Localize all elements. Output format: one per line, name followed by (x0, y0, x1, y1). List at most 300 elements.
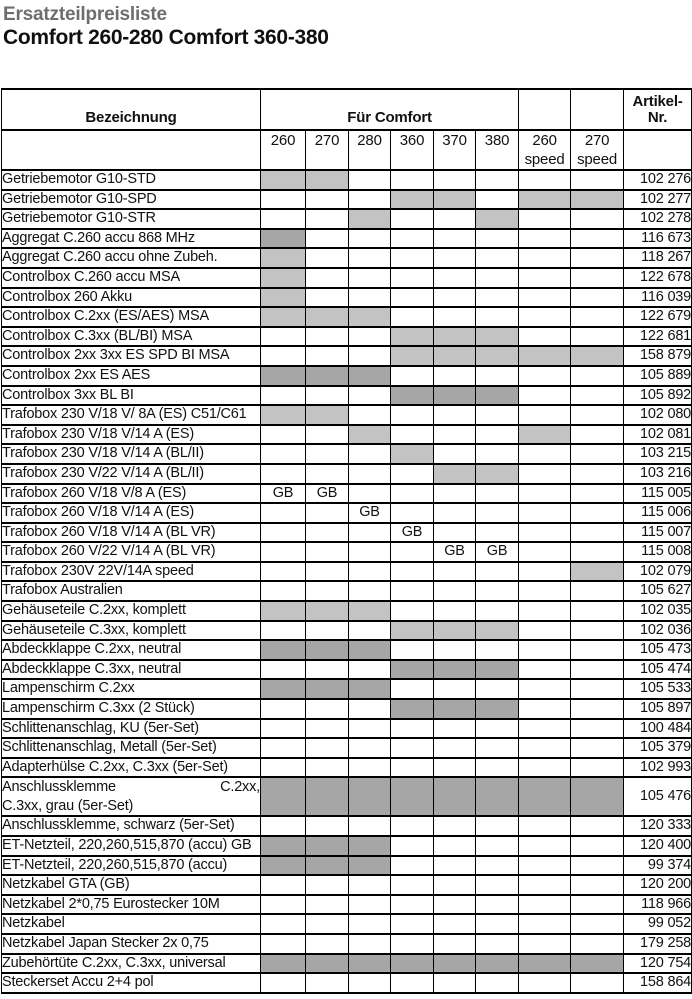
compat-cell (349, 856, 391, 876)
empty-cell (476, 366, 519, 386)
col-header-fuer-comfort: Für Comfort (261, 89, 519, 130)
part-name-cell: Controlbox C.2xx (ES/AES) MSA (2, 307, 261, 327)
table-row (2, 405, 692, 425)
table-row (2, 229, 692, 249)
empty-cell (349, 484, 391, 504)
compat-cell (519, 425, 571, 445)
empty-cell (434, 288, 476, 308)
article-number-cell: 105 897 (624, 699, 692, 719)
article-number-cell: 105 474 (624, 660, 692, 680)
empty-cell (434, 934, 476, 954)
article-number-cell: 122 678 (624, 268, 692, 288)
compat-cell (349, 209, 391, 229)
table-row (2, 484, 692, 504)
part-name-cell: Anschlussklemme, schwarz (5er-Set) (2, 816, 261, 836)
table-row (2, 758, 692, 778)
empty-cell (519, 856, 571, 876)
empty-cell (349, 444, 391, 464)
compat-cell (261, 405, 306, 425)
compat-cell (306, 366, 349, 386)
table-row (2, 660, 692, 680)
empty-cell (434, 307, 476, 327)
empty-cell (261, 209, 306, 229)
empty-cell (261, 875, 306, 895)
article-number-cell: 158 879 (624, 346, 692, 366)
article-number-cell: 179 258 (624, 934, 692, 954)
empty-cell (434, 444, 476, 464)
empty-cell (261, 621, 306, 641)
article-number-cell: 116 673 (624, 229, 692, 249)
empty-cell (476, 640, 519, 660)
empty-cell (571, 268, 624, 288)
compat-cell (391, 777, 434, 816)
col-header-model-370: 370 (434, 130, 476, 170)
empty-cell (519, 268, 571, 288)
empty-cell (306, 875, 349, 895)
empty-cell (306, 895, 349, 915)
empty-cell (476, 581, 519, 601)
empty-cell (261, 464, 306, 484)
table-row (2, 914, 692, 934)
article-number-cell: 105 473 (624, 640, 692, 660)
col-header-model-380: 380 (476, 130, 519, 170)
empty-cell (476, 503, 519, 523)
empty-cell (306, 914, 349, 934)
gb-cell: GB (261, 484, 306, 504)
empty-cell (391, 542, 434, 562)
compat-cell (306, 307, 349, 327)
empty-cell (476, 190, 519, 210)
compat-cell (306, 170, 349, 190)
compat-cell (434, 621, 476, 641)
empty-cell (349, 914, 391, 934)
empty-cell (261, 523, 306, 543)
table-row (2, 640, 692, 660)
empty-cell (519, 170, 571, 190)
empty-cell (391, 288, 434, 308)
article-number-cell: 120 400 (624, 836, 692, 856)
part-name-cell: Controlbox 3xx BL BI (2, 386, 261, 406)
empty-cell (434, 503, 476, 523)
empty-cell (261, 444, 306, 464)
empty-cell (571, 699, 624, 719)
compat-cell (434, 777, 476, 816)
empty-cell (571, 542, 624, 562)
compat-cell (261, 856, 306, 876)
empty-cell (434, 836, 476, 856)
empty-cell (476, 601, 519, 621)
empty-cell (434, 562, 476, 582)
empty-cell (476, 934, 519, 954)
empty-cell (571, 601, 624, 621)
compat-cell (261, 229, 306, 249)
empty-cell (434, 856, 476, 876)
empty-cell (571, 581, 624, 601)
article-number-cell: 100 484 (624, 719, 692, 739)
empty-cell (571, 307, 624, 327)
empty-cell (349, 346, 391, 366)
empty-cell (434, 875, 476, 895)
empty-cell (261, 914, 306, 934)
empty-cell (306, 464, 349, 484)
gb-cell: GB (349, 503, 391, 523)
article-number-cell: 115 007 (624, 523, 692, 543)
empty-cell (306, 562, 349, 582)
compat-cell (391, 190, 434, 210)
compat-cell (261, 288, 306, 308)
compat-cell (261, 640, 306, 660)
empty-cell (391, 601, 434, 621)
empty-cell (476, 229, 519, 249)
empty-cell (571, 934, 624, 954)
empty-cell (519, 640, 571, 660)
empty-cell (349, 738, 391, 758)
empty-cell (571, 523, 624, 543)
empty-cell (476, 973, 519, 993)
empty-cell (349, 719, 391, 739)
empty-cell (519, 562, 571, 582)
empty-cell (349, 190, 391, 210)
col-header-model-270: 270 (306, 130, 349, 170)
empty-cell (571, 914, 624, 934)
part-name-cell: Getriebemotor G10-STR (2, 209, 261, 229)
table-row (2, 523, 692, 543)
empty-cell (434, 895, 476, 915)
empty-cell (349, 973, 391, 993)
page-title: Ersatzteilpreisliste (3, 4, 167, 25)
compat-cell (476, 699, 519, 719)
empty-cell (391, 170, 434, 190)
article-number-cell: 105 892 (624, 386, 692, 406)
empty-cell (519, 503, 571, 523)
empty-cell (306, 719, 349, 739)
article-number-cell: 102 081 (624, 425, 692, 445)
empty-cell (349, 170, 391, 190)
table-row (2, 327, 692, 347)
part-name-cell: Controlbox C.260 accu MSA (2, 268, 261, 288)
empty-cell (519, 875, 571, 895)
table-row (2, 738, 692, 758)
compat-cell (476, 464, 519, 484)
empty-cell (476, 288, 519, 308)
empty-cell (571, 660, 624, 680)
part-name-cell: Schlittenanschlag, Metall (5er-Set) (2, 738, 261, 758)
article-number-cell: 120 200 (624, 875, 692, 895)
header-row-main (2, 89, 692, 130)
empty-cell (519, 288, 571, 308)
article-number-cell: 99 052 (624, 914, 692, 934)
compat-cell (391, 327, 434, 347)
compat-cell (476, 386, 519, 406)
empty-cell (306, 386, 349, 406)
empty-cell (349, 405, 391, 425)
empty-cell (519, 758, 571, 778)
compat-cell (261, 679, 306, 699)
empty-cell (349, 895, 391, 915)
part-name-cell: Netzkabel Japan Stecker 2x 0,75 (2, 934, 261, 954)
gb-cell: GB (434, 542, 476, 562)
compat-cell (391, 954, 434, 974)
article-number-cell: 102 079 (624, 562, 692, 582)
empty-cell (571, 758, 624, 778)
part-name-cell: Netzkabel GTA (GB) (2, 875, 261, 895)
col-header-260speed-spacer (519, 89, 571, 130)
compat-cell (519, 954, 571, 974)
compat-cell (306, 836, 349, 856)
empty-cell (349, 327, 391, 347)
part-name-cell: Netzkabel (2, 914, 261, 934)
empty-cell (519, 679, 571, 699)
table-row (2, 425, 692, 445)
article-number-cell: 102 276 (624, 170, 692, 190)
empty-cell (349, 934, 391, 954)
compat-cell (391, 346, 434, 366)
table-row (2, 307, 692, 327)
empty-cell (261, 895, 306, 915)
compat-cell (434, 346, 476, 366)
empty-cell (306, 190, 349, 210)
empty-cell (261, 934, 306, 954)
empty-cell (571, 856, 624, 876)
article-number-cell: 115 006 (624, 503, 692, 523)
article-number-cell: 122 679 (624, 307, 692, 327)
article-number-cell: 115 008 (624, 542, 692, 562)
gb-cell: GB (306, 484, 349, 504)
empty-cell (476, 816, 519, 836)
empty-cell (306, 699, 349, 719)
empty-cell (519, 934, 571, 954)
article-number-cell: 118 267 (624, 248, 692, 268)
empty-cell (434, 738, 476, 758)
empty-cell (391, 895, 434, 915)
empty-cell (571, 640, 624, 660)
part-name-cell: Trafobox 260 V/22 V/14 A (BL VR) (2, 542, 261, 562)
part-name-cell: Anschlussklemme C.2xx, C.3xx, grau (5er-Set) (2, 777, 261, 816)
table-row (2, 836, 692, 856)
empty-cell (571, 229, 624, 249)
empty-cell (519, 464, 571, 484)
artikel-header-line2: Nr. (647, 108, 668, 126)
compat-cell (476, 954, 519, 974)
empty-cell (571, 719, 624, 739)
article-number-cell: 102 278 (624, 209, 692, 229)
empty-cell (519, 444, 571, 464)
empty-cell (306, 758, 349, 778)
empty-cell (261, 346, 306, 366)
compat-cell (261, 307, 306, 327)
empty-cell (349, 875, 391, 895)
price-table (1, 88, 692, 994)
empty-cell (571, 327, 624, 347)
table-row (2, 542, 692, 562)
compat-cell (349, 640, 391, 660)
empty-cell (391, 934, 434, 954)
part-name-cell: Aggregat C.260 accu 868 MHz (2, 229, 261, 249)
table-row (2, 268, 692, 288)
empty-cell (434, 581, 476, 601)
empty-cell (434, 484, 476, 504)
empty-cell (519, 307, 571, 327)
empty-cell (391, 914, 434, 934)
empty-cell (571, 386, 624, 406)
empty-cell (571, 484, 624, 504)
empty-cell (476, 405, 519, 425)
part-name-cell: Trafobox 230 V/22 V/14 A (BL/II) (2, 464, 261, 484)
empty-cell (434, 601, 476, 621)
table-row (2, 209, 692, 229)
part-name-cell: Gehäuseteile C.3xx, komplett (2, 621, 261, 641)
part-name-cell: Trafobox 230 V/18 V/ 8A (ES) C51/C61 (2, 405, 261, 425)
empty-cell (519, 542, 571, 562)
empty-cell (434, 719, 476, 739)
compat-cell (349, 366, 391, 386)
empty-cell (519, 914, 571, 934)
empty-cell (306, 346, 349, 366)
empty-cell (434, 425, 476, 445)
empty-cell (571, 425, 624, 445)
table-row (2, 679, 692, 699)
empty-cell (306, 934, 349, 954)
table-row (2, 464, 692, 484)
empty-cell (349, 268, 391, 288)
compat-cell (571, 190, 624, 210)
part-name-cell: Trafobox 230 V/18 V/14 A (BL/II) (2, 444, 261, 464)
article-number-cell: 102 080 (624, 405, 692, 425)
compat-cell (306, 679, 349, 699)
empty-cell (306, 621, 349, 641)
empty-cell (261, 758, 306, 778)
compat-cell (349, 777, 391, 816)
empty-cell (434, 758, 476, 778)
part-name-cell: Controlbox C.3xx (BL/BI) MSA (2, 327, 261, 347)
table-row (2, 777, 692, 816)
empty-cell (571, 738, 624, 758)
empty-cell (434, 640, 476, 660)
empty-cell (434, 366, 476, 386)
col-header-270speed-spacer (571, 89, 624, 130)
compat-cell (434, 660, 476, 680)
empty-cell (261, 562, 306, 582)
empty-cell (306, 581, 349, 601)
gb-cell: GB (391, 523, 434, 543)
empty-cell (349, 758, 391, 778)
table-row (2, 601, 692, 621)
empty-cell (349, 816, 391, 836)
table-row (2, 954, 692, 974)
empty-cell (519, 816, 571, 836)
empty-cell (391, 503, 434, 523)
col-header-artikel-nr (624, 89, 692, 130)
empty-cell (391, 268, 434, 288)
empty-cell (391, 738, 434, 758)
empty-cell (306, 209, 349, 229)
empty-cell (571, 366, 624, 386)
article-number-cell: 158 864 (624, 973, 692, 993)
empty-cell (391, 484, 434, 504)
empty-cell (306, 229, 349, 249)
empty-cell (476, 444, 519, 464)
compat-cell (391, 660, 434, 680)
empty-cell (391, 758, 434, 778)
empty-cell (349, 621, 391, 641)
article-number-cell: 105 476 (624, 777, 692, 816)
empty-cell (391, 464, 434, 484)
compat-cell (306, 856, 349, 876)
compat-cell (349, 601, 391, 621)
empty-cell (571, 503, 624, 523)
empty-cell (476, 836, 519, 856)
empty-cell (391, 209, 434, 229)
compat-cell (261, 170, 306, 190)
table-row (2, 366, 692, 386)
empty-cell (391, 719, 434, 739)
empty-cell (349, 562, 391, 582)
empty-cell (476, 738, 519, 758)
empty-cell (261, 327, 306, 347)
empty-cell (571, 405, 624, 425)
table-row (2, 248, 692, 268)
empty-cell (261, 190, 306, 210)
compat-cell (476, 209, 519, 229)
model-header-spacer-right (624, 130, 692, 170)
compat-cell (306, 405, 349, 425)
empty-cell (261, 581, 306, 601)
empty-cell (434, 816, 476, 836)
empty-cell (306, 523, 349, 543)
compat-cell (571, 346, 624, 366)
table-row (2, 346, 692, 366)
empty-cell (349, 248, 391, 268)
empty-cell (519, 895, 571, 915)
empty-cell (571, 170, 624, 190)
empty-cell (391, 562, 434, 582)
empty-cell (434, 170, 476, 190)
empty-cell (519, 601, 571, 621)
empty-cell (306, 288, 349, 308)
compat-cell (571, 777, 624, 816)
article-number-cell: 102 036 (624, 621, 692, 641)
compat-cell (261, 601, 306, 621)
table-row (2, 581, 692, 601)
empty-cell (519, 229, 571, 249)
empty-cell (391, 973, 434, 993)
empty-cell (571, 836, 624, 856)
table-row (2, 288, 692, 308)
empty-cell (476, 914, 519, 934)
compat-cell (261, 366, 306, 386)
empty-cell (349, 542, 391, 562)
empty-cell (476, 856, 519, 876)
empty-cell (434, 679, 476, 699)
empty-cell (306, 660, 349, 680)
empty-cell (391, 581, 434, 601)
part-name-cell: Controlbox 260 Akku (2, 288, 261, 308)
part-name-cell: Zubehörtüte C.2xx, C.3xx, universal (2, 954, 261, 974)
compat-cell (434, 954, 476, 974)
compat-cell (476, 327, 519, 347)
empty-cell (306, 248, 349, 268)
table-row (2, 875, 692, 895)
empty-cell (391, 405, 434, 425)
empty-cell (519, 248, 571, 268)
page-subtitle: Comfort 260-280 Comfort 360-380 (3, 26, 329, 49)
empty-cell (261, 503, 306, 523)
empty-cell (476, 719, 519, 739)
empty-cell (571, 288, 624, 308)
table-row (2, 170, 692, 190)
empty-cell (571, 248, 624, 268)
empty-cell (261, 816, 306, 836)
